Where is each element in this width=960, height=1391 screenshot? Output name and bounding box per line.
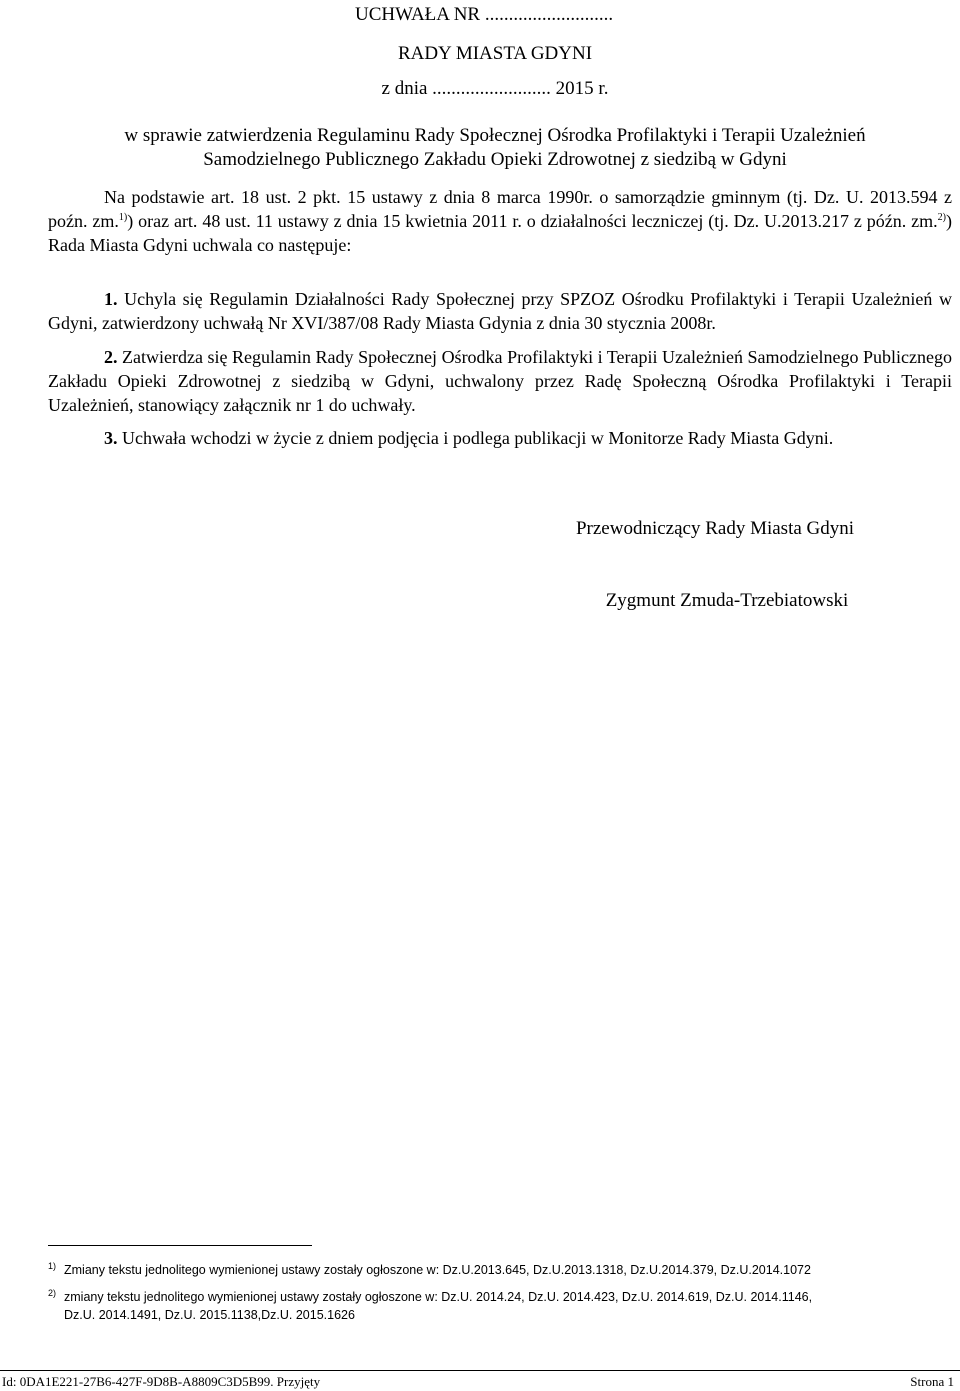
footnote-ref-1[interactable]: 1): [118, 212, 128, 223]
footnote-divider: [48, 1245, 312, 1246]
footnote-text: Zmiany tekstu jednolitego wymienionej ustawy zostały ogłoszone w: Dz.U.2013.645, Dz.U.2013.1318, Dz.U.2014.379, Dz.U.2014.1072: [64, 1263, 811, 1277]
legal-basis-part-3: ) Rada Miasta Gdyni uchwala co następuje:: [48, 211, 953, 255]
section-1: [48, 287, 952, 335]
subject-line-2: Samodzielnego Publicznego Zakładu Opieki Zdrowotnej z siedzibą w Gdyni: [203, 149, 787, 170]
subject-line-1: w sprawie zatwierdzenia Regulaminu Rady Społecznej Ośrodka Profilaktyki i Terapii Uzależnień: [124, 125, 866, 146]
signature-name: Zygmunt Zmuda-Trzebiatowski: [605, 590, 849, 611]
section-text: Uchyla się Regulamin Działalności Rady Społecznej przy SPZOZ Ośrodku Profilaktyki i Terapii Uzależnień w Gdyni, zatwierdzony uchwałą Nr XVI/387/08 Rady Miasta Gdynia z dnia 30 stycznia 2008r.: [48, 289, 952, 333]
section-text: Uchwała wchodzi w życie z dniem podjęcia i podlega publikacji w Monitorze Rady Miasta Gdyni.: [122, 428, 834, 448]
section-number: 3.: [104, 428, 118, 448]
footer-divider: [0, 1370, 960, 1371]
footnote-mark: 2): [48, 1288, 57, 1298]
document-id: Id: 0DA1E221-27B6-427F-9D8B-A8809C3D5B99. Przyjęty: [2, 1374, 321, 1389]
resolution-date: z dnia ......................... 2015 r.: [381, 78, 609, 99]
resolution-subject: [0, 124, 960, 172]
council-name: RADY MIASTA GDYNI: [397, 43, 593, 64]
section-number: 1.: [104, 289, 118, 309]
page-number: Strona 1: [910, 1374, 954, 1389]
footnote-2: [48, 1284, 953, 1324]
legal-basis-part-1: Na podstawie art. 18 ust. 2 pkt. 15 ustawy z dnia 8 marca 1990r. o samorządzie gminnym (tj. Dz. U. 2013.594 z poźn. zm.: [48, 187, 952, 231]
section-text: Zatwierdza się Regulamin Rady Społecznej Ośrodka Profilaktyki i Terapii Uzależnień Samodzielnego Publicznego Zakładu Opieki Zdrowotnej z siedzibą w Gdyni, uchwalony przez Radę Społeczną Ośrodka Profilaktyki i Terapii Uzależnień, stanowiący załącznik nr 1 do uchwały.: [48, 347, 952, 415]
footnote-1: [48, 1257, 953, 1279]
signature-role: Przewodniczący Rady Miasta Gdyni: [575, 518, 855, 539]
section-3: [48, 426, 952, 450]
footnote-ref-2[interactable]: 2): [937, 212, 947, 223]
resolution-title: UCHWAŁA NR ...........................: [355, 4, 614, 25]
legal-basis-part-2: ) oraz art. 48 ust. 11 ustawy z dnia 15 kwietnia 2011 r. o działalności leczniczej (tj. Dz. U.2013.217 z późn. zm.: [127, 211, 938, 231]
section-2: [48, 345, 952, 417]
section-number: 2.: [104, 347, 118, 367]
footnote-mark: 1): [48, 1261, 57, 1271]
footnote-text: zmiany tekstu jednolitego wymienionej ustawy zostały ogłoszone w: Dz.U. 2014.24, Dz.U. 2014.423, Dz.U. 2014.619, Dz.U. 2014.1146,: [64, 1290, 813, 1304]
footnote-text-continued: Dz.U. 2014.1491, Dz.U. 2015.1138,Dz.U. 2015.1626: [64, 1308, 355, 1322]
legal-basis: [48, 185, 952, 257]
